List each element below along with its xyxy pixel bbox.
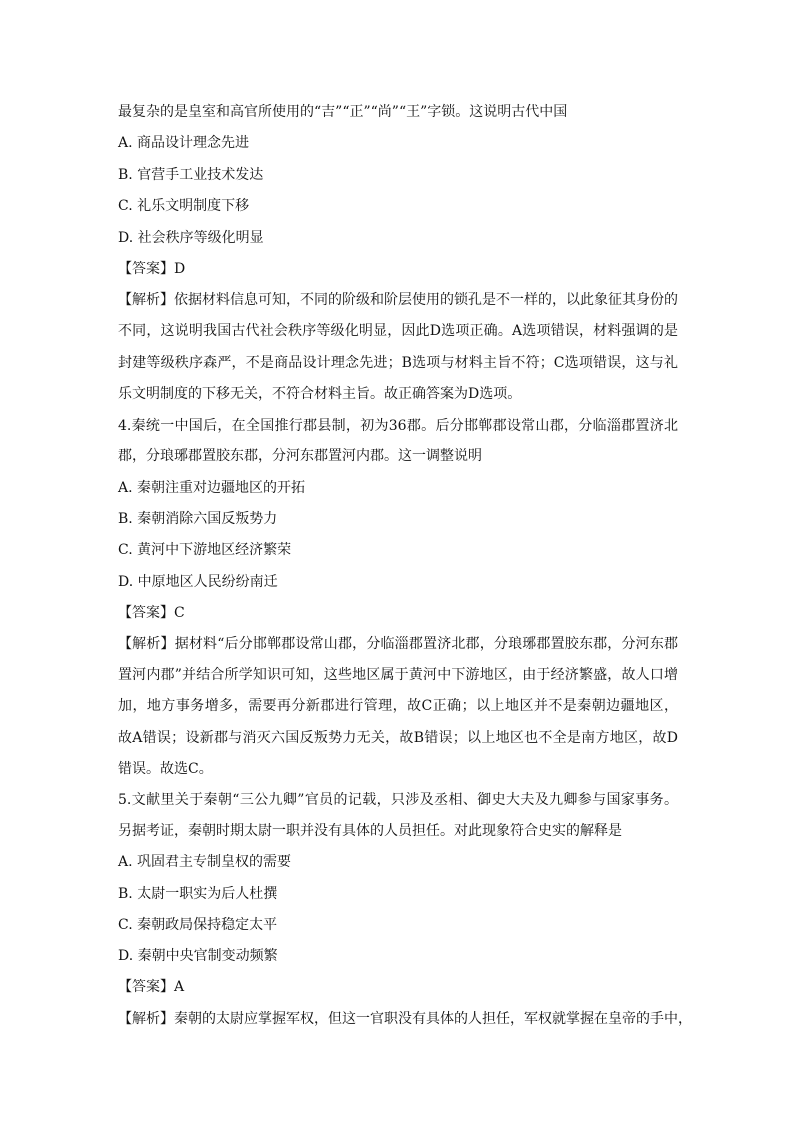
q4-analysis-line: 错误。故选C。 (118, 761, 213, 777)
q3-option-a: A. 商品设计理念先进 (118, 135, 250, 151)
q3-analysis-line: 【解析】依据材料信息可知，不同的阶级和阶层使用的锁孔是不一样的，以此象征其身份的 (118, 292, 678, 308)
q4-analysis-line: 故A错误；设新郡与消灭六国反叛势力无关，故B错误；以上地区也不全是南方地区，故D (118, 730, 678, 746)
q4-option-a: A. 秦朝注重对边疆地区的开拓 (118, 480, 306, 496)
q5-stem-line: 另据考证，秦朝时期太尉一职并没有具体的人员担任。对此现象符合史实的解释是 (118, 823, 622, 839)
q5-answer: 【答案】A (118, 979, 185, 995)
q4-analysis-line: 加，地方事务增多，需要再分新郡进行管理，故C正确；以上地区并不是秦朝边疆地区， (118, 698, 678, 714)
q3-option-d: D. 社会秩序等级化明显 (118, 230, 264, 246)
q3-option-b: B. 官营手工业技术发达 (118, 167, 264, 183)
q4-stem-line: 郡，分琅琊郡置胶东郡，分河东郡置河内郡。这一调整说明 (118, 448, 482, 464)
q5-option-c: C. 秦朝政局保持稳定太平 (118, 917, 278, 933)
q4-analysis-line: 置河内郡”并结合所学知识可知，这些地区属于黄河中下游地区，由于经济繁盛，故人口增 (118, 667, 678, 683)
q5-analysis-line: 【解析】秦朝的太尉应掌握军权，但这一官职没有具体的人担任，军权就掌握在皇帝的手中， (118, 1011, 692, 1027)
q3-analysis-line: 不同，这说明我国古代社会秩序等级化明显，因此D选项正确。A选项错误，材料强调的是 (118, 323, 678, 339)
q3-answer: 【答案】D (118, 261, 186, 277)
q3-analysis-line: 乐文明制度的下移无关，不符合材料主旨。故正确答案为D选项。 (118, 386, 522, 402)
q4-stem-line: 4.秦统一中国后，在全国推行郡县制，初为36郡。后分邯郸郡设常山郡，分临淄郡置济北 (118, 418, 678, 434)
q5-stem-line: 5.文献里关于秦朝“三公九卿”官员的记载，只涉及丞相、御史大夫及九卿参与国家事务。 (118, 792, 678, 808)
q3-stem-tail: 最复杂的是皇室和高官所使用的“吉”“正”“尚”“王”字锁。这说明古代中国 (118, 104, 568, 120)
q4-option-c: C. 黄河中下游地区经济繁荣 (118, 542, 292, 558)
q5-option-b: B. 太尉一职实为后人杜撰 (118, 886, 278, 902)
q4-option-b: B. 秦朝消除六国反叛势力 (118, 511, 278, 527)
q5-option-a: A. 巩固君主专制皇权的需要 (118, 854, 292, 870)
q3-analysis-line: 封建等级秩序森严，不是商品设计理念先进；B选项与材料主旨不符；C选项错误，这与礼 (118, 355, 678, 371)
q3-option-c: C. 礼乐文明制度下移 (118, 198, 250, 214)
q5-option-d: D. 秦朝中央官制变动频繁 (118, 948, 278, 964)
q4-answer: 【答案】C (118, 605, 185, 621)
q4-analysis-line: 【解析】据材料“后分邯郸郡设常山郡，分临淄郡置济北郡，分琅琊郡置胶东郡，分河东郡 (118, 636, 678, 652)
q4-option-d: D. 中原地区人民纷纷南迁 (118, 574, 278, 590)
